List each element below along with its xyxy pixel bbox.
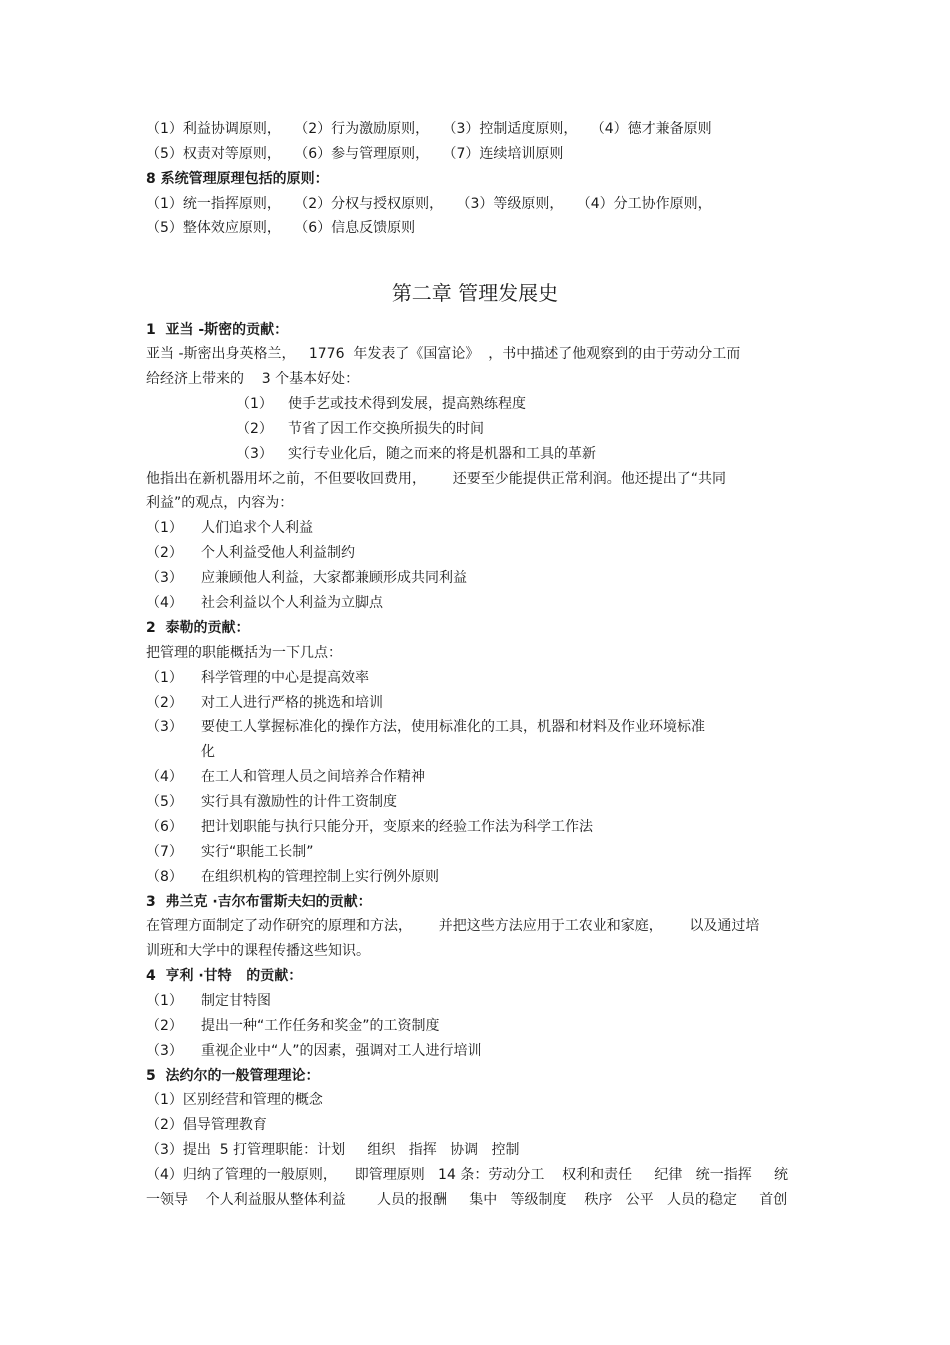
list-item-text: 在工人和管理人员之间培养合作精神 (201, 769, 425, 785)
list-item-number: （2） (146, 545, 183, 561)
list-item-number: （3） (146, 570, 183, 586)
list-item-number: （1） (146, 670, 183, 686)
list-item-text: 重视企业中“人”的因素，强调对工人进行培训 (201, 1043, 482, 1059)
list-item-number: （5） (146, 794, 183, 810)
list-item-text: 应兼顾他人利益，大家都兼顾形成共同利益 (201, 570, 467, 586)
list-item-number: （2） (236, 421, 273, 437)
intro-line-3: （1）统一指挥原则， （2）分权与授权原则， （3）等级原则， （4）分工协作原则， (146, 196, 712, 212)
list-item-text: 实行具有激励性的计件工资制度 (201, 794, 397, 810)
section-5-heading: 5 法约尔的一般管理理论： (146, 1068, 320, 1084)
list-item-text: 对工人进行严格的挑选和培训 (201, 695, 383, 711)
list-item-text: 制定甘特图 (201, 993, 271, 1009)
section-2-heading: 2 泰勒的贡献： (146, 620, 250, 636)
paragraph: 训班和大学中的课程传播这些知识。 (146, 943, 370, 959)
list-item-text: 实行专业化后，随之而来的将是机器和工具的革新 (288, 446, 596, 462)
list-item-text: 社会利益以个人利益为立脚点 (201, 595, 383, 611)
paragraph: （2）倡导管理教育 (146, 1117, 267, 1133)
list-item-number: （3） (146, 1043, 183, 1059)
paragraph: 他指出在新机器用坏之前，不但要收回费用， 还要至少能提供正常利润。他还提出了“共同 (146, 471, 726, 487)
list-item-text: 要使工人掌握标准化的操作方法，使用标准化的工具，机器和材料及作业环境标准 (201, 719, 705, 735)
paragraph: （3）提出 5 打管理职能：计划 组织 指挥 协调 控制 (146, 1142, 520, 1158)
list-item-text: 提出一种“工作任务和奖金”的工资制度 (201, 1018, 440, 1034)
list-item-number: （4） (146, 769, 183, 785)
paragraph: 在管理方面制定了动作研究的原理和方法， 并把这些方法应用于工农业和家庭， 以及通过培 (146, 918, 760, 934)
intro-line-1: （1）利益协调原则， （2）行为激励原则， （3）控制适度原则， （4）德才兼备原则 (146, 121, 712, 137)
list-item-text: 个人利益受他人利益制约 (201, 545, 355, 561)
paragraph: 给经济上带来的 3 个基本好处： (146, 371, 360, 387)
list-item-text: 实行“职能工长制” (201, 844, 314, 860)
list-item-text-continued: 化 (201, 744, 215, 760)
list-item-number: （1） (146, 520, 183, 536)
list-item-text: 人们追求个人利益 (201, 520, 313, 536)
list-item-number: （7） (146, 844, 183, 860)
paragraph: （4）归纳了管理的一般原则， 即管理原则 14 条：劳动分工 权利和责任 纪律 统一指挥 统 (146, 1167, 788, 1183)
list-item-number: （6） (146, 819, 183, 835)
list-item-number: （4） (146, 595, 183, 611)
list-item-text: 节省了因工作交换所损失的时间 (288, 421, 484, 437)
section-1-heading: 1 亚当 -斯密的贡献： (146, 322, 289, 338)
chapter-title: 第二章 管理发展史 (391, 281, 559, 305)
paragraph: 亚当 -斯密出身英格兰， 1776 年发表了《国富论》 ，书中描述了他观察到的由于劳动分工而 (146, 346, 741, 362)
intro-line-2: （5）权责对等原则， （6）参与管理原则， （7）连续培训原则 (146, 146, 564, 162)
list-item-number: （1） (146, 993, 183, 1009)
section-8-heading: 8 系统管理原理包括的原则： (146, 171, 329, 187)
list-item-text: 把计划职能与执行只能分开，变原来的经验工作法为科学工作法 (201, 819, 593, 835)
list-item-number: （8） (146, 869, 183, 885)
intro-line-4: （5）整体效应原则， （6）信息反馈原则 (146, 220, 416, 236)
list-item-text: 在组织机构的管理控制上实行例外原则 (201, 869, 439, 885)
list-item-number: （3） (236, 446, 273, 462)
section-3-heading: 3 弗兰克 ·吉尔布雷斯夫妇的贡献： (146, 894, 372, 910)
list-item-number: （3） (146, 719, 183, 735)
list-item-number: （2） (146, 1018, 183, 1034)
paragraph: （1）区别经营和管理的概念 (146, 1092, 323, 1108)
paragraph: 利益”的观点，内容为： (146, 495, 294, 511)
list-item-text: 使手艺或技术得到发展，提高熟练程度 (288, 396, 526, 412)
list-item-number: （2） (146, 695, 183, 711)
paragraph: 把管理的职能概括为一下几点： (146, 645, 342, 661)
list-item-text: 科学管理的中心是提高效率 (201, 670, 369, 686)
list-item-number: （1） (236, 396, 273, 412)
section-4-heading: 4 亨利 ·甘特 的贡献： (146, 968, 303, 984)
paragraph: 一领导 个人利益服从整体利益 人员的报酬 集中 等级制度 秩序 公平 人员的稳定 首创 (146, 1192, 788, 1208)
